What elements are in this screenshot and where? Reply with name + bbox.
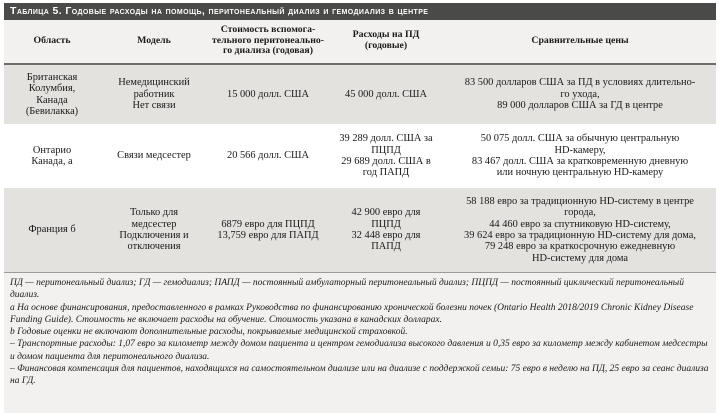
- document-page: [4, 3, 716, 413]
- cell-model: Связи медсестер: [117, 150, 191, 162]
- footnote-compensation: – Финансовая компенсация для пациентов, находящихся на самостоятельном диализе или на диализе с поддержкой семьи: 75 евро в неделю на ПД, 25 евро за сеанс диализа на ГД.: [10, 364, 709, 387]
- header-cost: Стоимость вспомога- тельного перитонеально- го диализа (годовая): [208, 20, 328, 64]
- header-pd-cost: Расходы на ПД (годовые): [328, 20, 444, 64]
- cell-cost: 15 000 долл. США: [227, 88, 309, 100]
- table-row: [4, 64, 716, 124]
- table-header-row: [4, 20, 716, 64]
- cell-region: Онтарио Канада, a: [31, 144, 73, 167]
- cell-pd-cost: 45 000 долл. США: [345, 88, 427, 100]
- cell-pd-cost: 42 900 евро для ПЦПД 32 448 евро для ПАПД: [351, 207, 421, 253]
- cell-model: Только для медсестер Подключения и отключения: [119, 207, 189, 253]
- cell-region: Франция б: [28, 224, 76, 236]
- cell-compare: 58 188 евро за традиционную HD-систему в центре города, 44 460 евро за спутниковую HD-систему, 39 624 евро за традиционную HD-систему для дома, 79 248 евро за краткосрочную ежедневную HD-систему для дома: [464, 195, 696, 264]
- table-row: [4, 124, 716, 188]
- header-compare: Сравнительные цены: [444, 20, 716, 64]
- table-row: [4, 188, 716, 272]
- footnote-b: b Годовые оценки не включают дополнительные расходы, покрываемые медицинской страховкой.: [10, 327, 408, 338]
- header-region: Область: [4, 20, 100, 64]
- footnote-a: a На основе финансирования, предоставленного в рамках Руководства по финансированию хронической болезни почек (Ontario Health 2018/2019 Chronic Kidney Disease Funding Guide). Стоимость не включает расходы на обучение. Стоимость указана в канадских долларах.: [10, 302, 694, 325]
- table-footnotes: [4, 272, 716, 388]
- cell-region: Британская Колумбия, Канада (Бевилакка): [25, 71, 79, 117]
- cost-table: [4, 20, 716, 272]
- cell-pd-cost: 39 289 долл. США за ПЦПД 29 689 долл. США в год ПАПД: [339, 133, 433, 179]
- cell-cost: 20 566 долл. США: [227, 150, 309, 162]
- footnote-transport: – Транспортные расходы: 1,07 евро за километр между домом пациента и центром гемодиализа высокого давления и 0,35 евро за километр между кабинетом медсестры и домом пациента для перитонеального диализа.: [10, 339, 708, 362]
- table-title: Таблица 5. Годовые расходы на помощь, перитонеальный диализ и гемодиализ в центре: [4, 3, 716, 20]
- footnote-abbreviations: ПД — перитонеальный диализ; ГД — гемодиализ; ПАПД — постоянный амбулаторный перитонеальный диализ; ПЦПД — постоянный циклический перитонеальный диализ.: [10, 278, 684, 301]
- cell-compare: 50 075 долл. США за обычную центральную HD-камеру, 83 467 долл. США за кратковременную дневную или ночную центральную HD-камеру: [471, 133, 689, 179]
- cell-cost: 6879 евро для ПЦПД 13,759 евро для ПАПД: [217, 218, 319, 241]
- header-model: Модель: [100, 20, 208, 64]
- cell-model: Немедицинский работник Нет связи: [118, 77, 190, 112]
- cell-compare: 83 500 долларов США за ПД в условиях длительно- го ухода, 89 000 долларов США за ГД в центре: [464, 77, 696, 112]
